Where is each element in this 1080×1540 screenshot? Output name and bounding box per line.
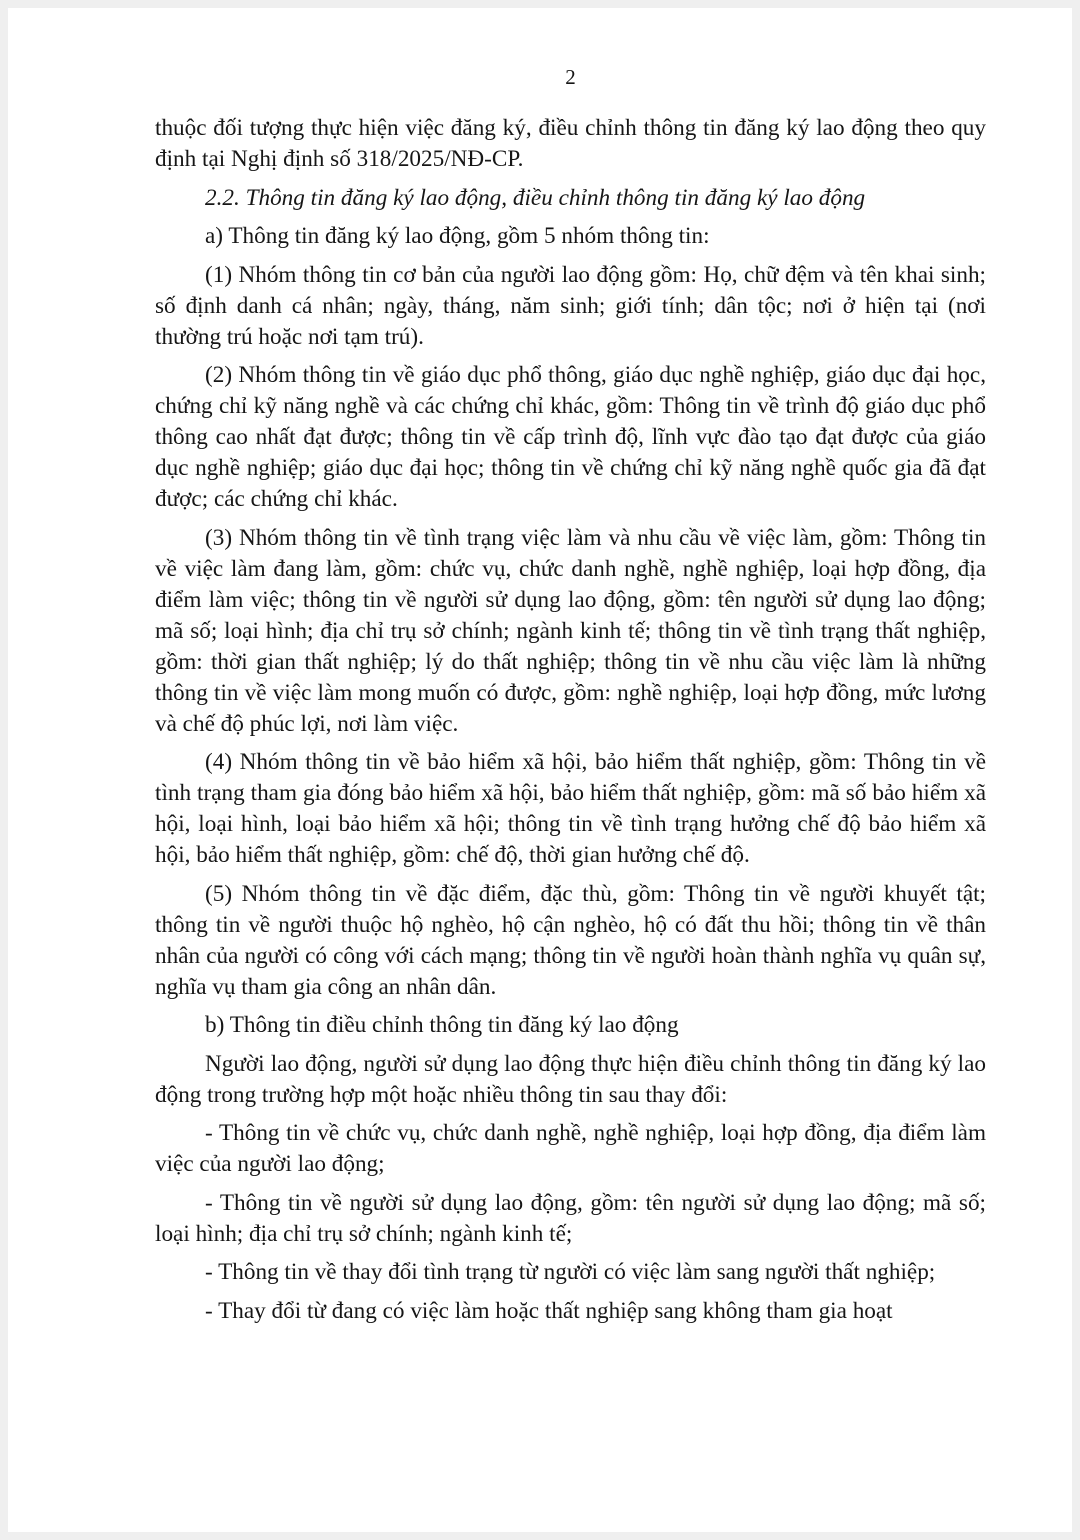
list-item-employer-info: - Thông tin về người sử dụng lao động, gồm: tên người sử dụng lao động; mã số; loại hình; địa chỉ trụ sở chính; ngành kinh tế; — [155, 1189, 986, 1247]
list-item-unemployment-status: - Thông tin về thay đổi tình trạng từ người có việc làm sang người thất nghiệp; — [205, 1259, 936, 1285]
paragraph-group-2: (2) Nhóm thông tin về giáo dục phổ thông, giáo dục nghề nghiệp, giáo dục đại học, chứng chỉ kỹ năng nghề và các chứng chỉ khác, gồm: Thông tin về trình độ giáo dục phổ thông cao nhất đạt được; thông tin về cấp trình độ, lĩnh vực đào tạo đạt được của giáo dục nghề nghiệp; giáo dục đại học; thông tin về chứng chỉ kỹ năng nghề quốc gia đã đạt được; các chứng chỉ khác. — [155, 362, 986, 512]
paragraph-adjustment-intro: Người lao động, người sử dụng lao động thực hiện điều chỉnh thông tin đăng ký lao động trong trường hợp một hoặc nhiều thông tin sau thay đổi: — [155, 1050, 986, 1108]
paragraph-group-4: (4) Nhóm thông tin về bảo hiểm xã hội, bảo hiểm thất nghiệp, gồm: Thông tin về tình trạng tham gia đóng bảo hiểm xã hội, bảo hiểm thất nghiệp, gồm: mã số bảo hiểm xã hội, loại hình, loại bảo hiểm xã hội; thông tin về tình trạng hưởng chế độ bảo hiểm xã hội, bảo hiểm thất nghiệp, gồm: chế độ, thời gian hưởng chế độ. — [155, 749, 986, 868]
list-item-inactive-status: - Thay đổi từ đang có việc làm hoặc thất nghiệp sang không tham gia hoạt — [205, 1297, 893, 1324]
paragraph-group-1: (1) Nhóm thông tin cơ bản của người lao động gồm: Họ, chữ đệm và tên khai sinh; số định danh cá nhân; ngày, tháng, năm sinh; giới tính; dân tộc; nơi ở hiện tại (nơi thường trú hoặc nơi tạm trú). — [155, 261, 986, 350]
subsection-a-heading: a) Thông tin đăng ký lao động, gồm 5 nhóm thông tin: — [205, 223, 710, 249]
section-heading-2-2: 2.2. Thông tin đăng ký lao động, điều chỉnh thông tin đăng ký lao động — [205, 184, 866, 211]
page-number: 2 — [565, 65, 576, 89]
list-item-job-info: - Thông tin về chức vụ, chức danh nghề, nghề nghiệp, loại hợp đồng, địa điểm làm việc của người lao động; — [155, 1120, 986, 1177]
paragraph-group-3: (3) Nhóm thông tin về tình trạng việc làm và nhu cầu về việc làm, gồm: Thông tin về việc làm đang làm, gồm: chức vụ, chức danh nghề, nghề nghiệp, loại hợp đồng, địa điểm làm việc; thông tin về người sử dụng lao động, gồm: tên người sử dụng lao động; mã số; loại hình; địa chỉ trụ sở chính; ngành kinh tế; thông tin về tình trạng thất nghiệp, gồm: thời gian thất nghiệp; lý do thất nghiệp; thông tin về nhu cầu việc làm là những thông tin về việc làm mong muốn có được, gồm: nghề nghiệp, loại hợp đồng, mức lương và chế độ phúc lợi, nơi làm việc. — [155, 524, 986, 737]
document-page — [8, 8, 1072, 1532]
paragraph-continuation: thuộc đối tượng thực hiện việc đăng ký, điều chỉnh thông tin đăng ký lao động theo quy định tại Nghị định số 318/2025/NĐ-CP. — [155, 115, 986, 172]
paragraph-group-5: (5) Nhóm thông tin về đặc điểm, đặc thù, gồm: Thông tin về người khuyết tật; thông tin về người thuộc hộ nghèo, hộ cận nghèo, hộ có đất thu hồi; thông tin về thân nhân của người có công với cách mạng; thông tin về người hoàn thành nghĩa vụ quân sự, nghĩa vụ tham gia công an nhân dân. — [155, 880, 986, 1000]
subsection-b-heading: b) Thông tin điều chỉnh thông tin đăng ký lao động — [205, 1012, 679, 1038]
